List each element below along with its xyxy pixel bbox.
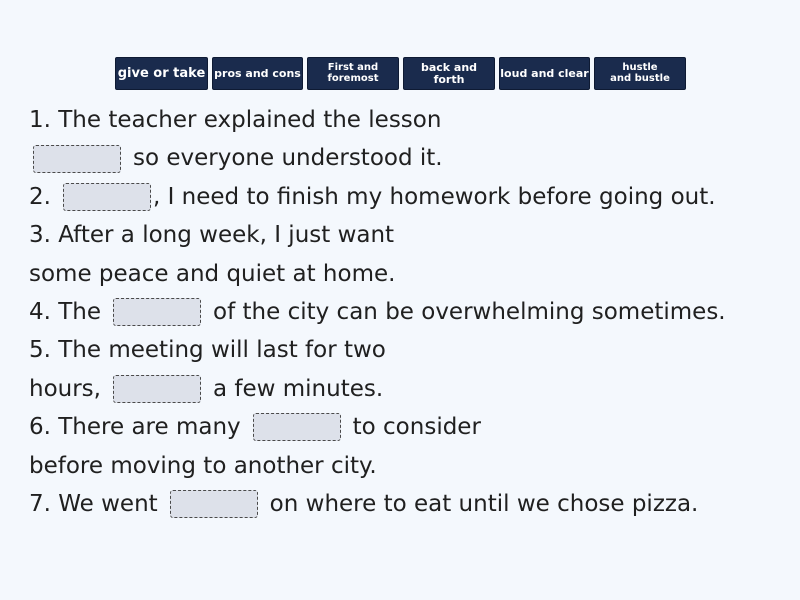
sentence-4	[29, 293, 789, 331]
sentence-text: on where to eat until we chose pizza.	[269, 490, 699, 517]
word-chip-hustle-and-bustle[interactable]: hustle and bustle	[594, 57, 686, 90]
word-chip-back-and-forth[interactable]: back and forth	[403, 57, 495, 90]
answer-blank-5[interactable]	[113, 375, 201, 403]
sentence-6-line-1	[29, 408, 789, 446]
sentence-text: 4. The	[29, 298, 102, 325]
sentence-text: so everyone understood it.	[133, 145, 443, 172]
sentence-5-line-2	[29, 370, 789, 408]
sentence-text: of the city can be overwhelming sometimes.	[213, 298, 726, 325]
word-chip-pros-and-cons[interactable]: pros and cons	[212, 57, 303, 90]
sentence-list	[29, 101, 789, 523]
answer-blank-1[interactable]	[33, 145, 121, 173]
sentence-text: 2.	[29, 183, 51, 210]
word-bank	[115, 57, 686, 90]
answer-blank-4[interactable]	[113, 298, 201, 326]
sentence-1-line-2	[29, 139, 789, 177]
word-chip-first-and-foremost[interactable]: First and foremost	[307, 57, 399, 90]
word-chip-loud-and-clear[interactable]: loud and clear	[499, 57, 590, 90]
answer-blank-6[interactable]	[253, 413, 341, 441]
word-chip-give-or-take[interactable]: give or take	[115, 57, 208, 90]
sentence-text: 5. The meeting will last for two	[29, 337, 386, 364]
answer-blank-2[interactable]	[63, 183, 151, 211]
sentence-7	[29, 485, 789, 523]
sentence-text: 7. We went	[29, 490, 158, 517]
sentence-text: , I need to finish my homework before going out.	[152, 183, 716, 210]
sentence-text: 1. The teacher explained the lesson	[29, 107, 442, 133]
sentence-text: to consider	[352, 414, 481, 441]
sentence-5-line-1	[29, 331, 789, 369]
sentence-3-line-1	[29, 216, 789, 254]
sentence-text: 6. There are many	[29, 414, 241, 441]
sentence-3-line-2	[29, 255, 789, 293]
sentence-1-line-1	[29, 101, 789, 139]
sentence-6-line-2	[29, 447, 789, 485]
sentence-text: some peace and quiet at home.	[29, 260, 396, 287]
answer-blank-7[interactable]	[170, 490, 258, 518]
sentence-text: hours,	[29, 375, 101, 402]
sentence-text: 3. After a long week, I just want	[29, 222, 395, 249]
sentence-2	[29, 178, 789, 216]
sentence-text: before moving to another city.	[29, 452, 377, 479]
sentence-text: a few minutes.	[212, 375, 384, 402]
